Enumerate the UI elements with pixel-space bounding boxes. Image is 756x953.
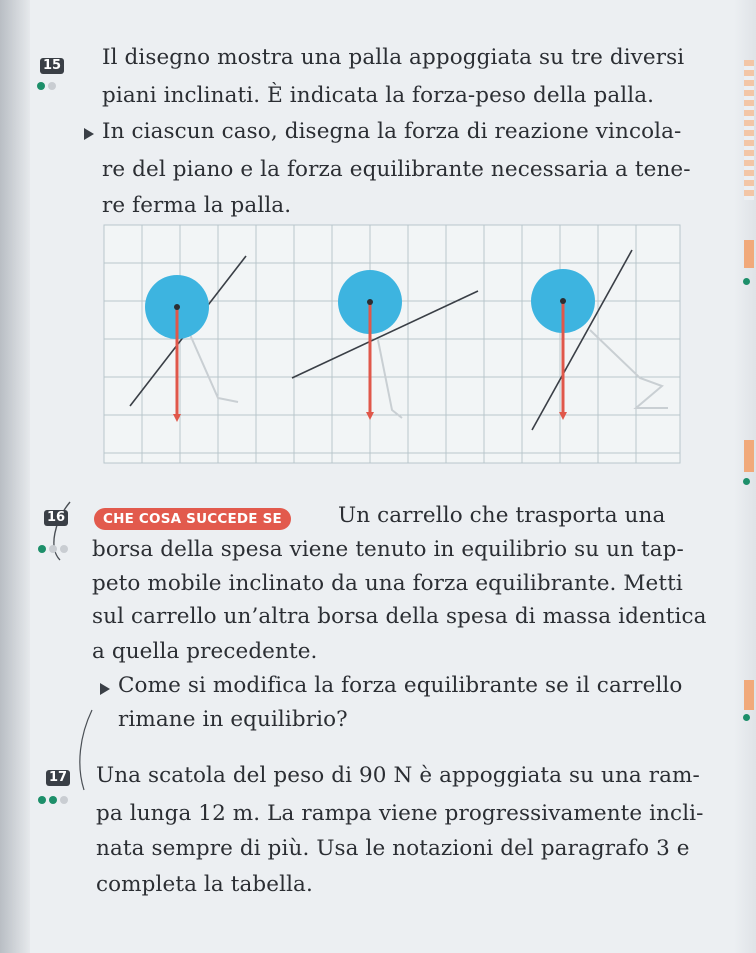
difficulty-dot-filled (49, 796, 57, 804)
exercise-text-line: pa lunga 12 m. La rampa viene progressivamente incli- (96, 801, 704, 826)
exercise-text-line: Una scatola del peso di 90 N è appoggiata su una ram- (96, 763, 700, 788)
exercise-text-line: sul carrello un’altra borsa della spesa di massa identica (92, 604, 707, 629)
task-text-line: re del piano e la forza equilibrante necessaria a tene- (102, 157, 691, 182)
pencil-sketch (80, 710, 92, 790)
exercise-text-line: a quella precedente. (92, 639, 318, 664)
difficulty-dot-empty (60, 796, 68, 804)
grid-paper (104, 225, 680, 463)
exercise-number: 16 (44, 510, 68, 526)
task-arrow-icon (100, 683, 110, 695)
exercise-number: 17 (46, 770, 70, 786)
what-happens-if-tag: CHE COSA SUCCEDE SE (94, 508, 291, 530)
task-text-line: In ciascun caso, disegna la forza di reazione vincola- (102, 119, 682, 144)
exercise-text-line: peto mobile inclinato da una forza equilibrante. Metti (92, 571, 683, 596)
exercise-text-line: piani inclinati. È indicata la forza-peso della palla. (102, 83, 655, 108)
task-text-line: rimane in equilibrio? (118, 707, 348, 732)
task-text-line: re ferma la palla. (102, 193, 292, 218)
exercise-text-line: Un carrello che trasporta una (338, 503, 666, 528)
difficulty-dot-empty (60, 545, 68, 553)
difficulty-dots (38, 796, 68, 804)
difficulty-dots (38, 545, 68, 553)
difficulty-dot-filled (38, 545, 46, 553)
difficulty-dot-empty (49, 545, 57, 553)
ball-center-3 (560, 298, 566, 304)
ball-center-1 (174, 304, 180, 310)
exercise-text-line: borsa della spesa viene tenuto in equilibrio su un tap- (92, 537, 684, 562)
ball-center-2 (367, 299, 373, 305)
exercise-text-line: completa la tabella. (96, 872, 313, 897)
exercise-number: 15 (40, 58, 64, 74)
exercise-text-line: nata sempre di più. Usa le notazioni del paragrafo 3 e (96, 836, 690, 861)
task-text-line: Come si modifica la forza equilibrante se il carrello (118, 673, 683, 698)
exercise-text-line: Il disegno mostra una palla appoggiata su tre diversi (102, 45, 685, 70)
difficulty-dot-filled (38, 796, 46, 804)
